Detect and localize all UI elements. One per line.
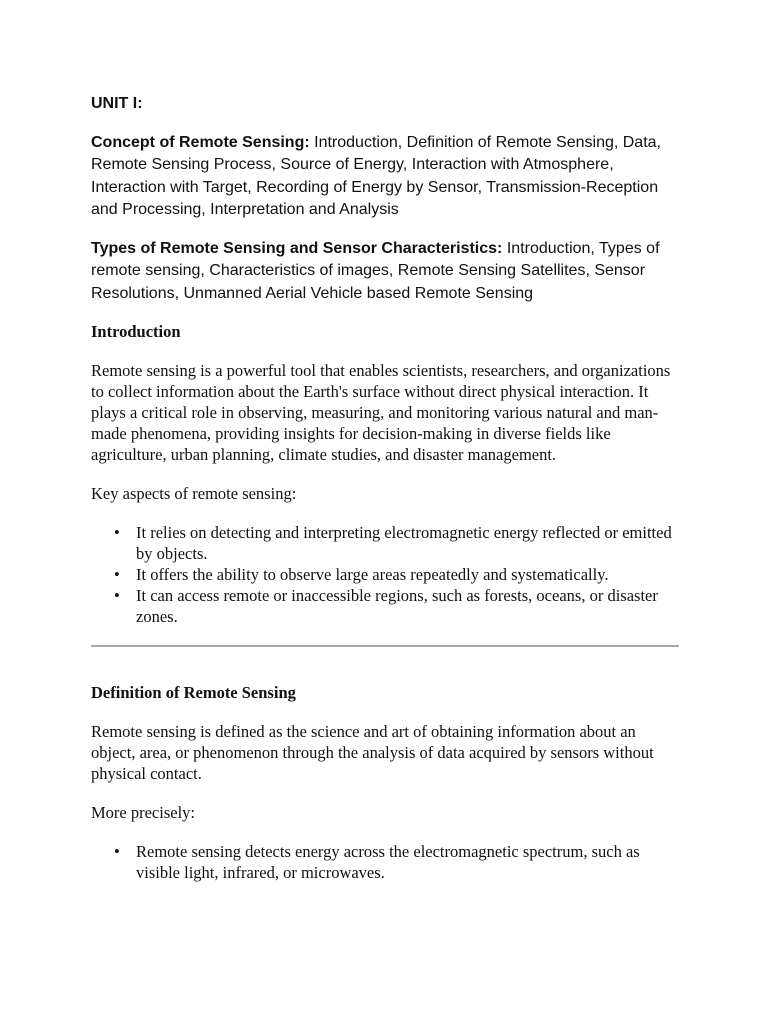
list-item-text: It can access remote or inaccessible regions, such as forests, oceans, or disaster zones. bbox=[136, 586, 658, 626]
section-divider bbox=[91, 645, 679, 647]
bullet-icon: • bbox=[114, 523, 120, 542]
introduction-heading: Introduction bbox=[91, 322, 181, 341]
topic-types-heading: Types of Remote Sensing and Sensor Characteristics: bbox=[91, 239, 503, 257]
list-item-text: Remote sensing detects energy across the electromagnetic spectrum, such as visible light, infrared, or microwaves. bbox=[136, 842, 640, 882]
list-item-text: It relies on detecting and interpreting electromagnetic energy reflected or emitted by objects. bbox=[136, 523, 672, 563]
topic-concept bbox=[91, 132, 681, 222]
list-item bbox=[114, 585, 681, 627]
list-item bbox=[114, 564, 681, 585]
topic-concept-heading: Concept of Remote Sensing: bbox=[91, 133, 310, 151]
unit-title: UNIT I: bbox=[91, 95, 143, 112]
introduction-paragraph: Remote sensing is a powerful tool that enables scientists, researchers, and organizations to collect information about the Earth's surface without direct physical interaction. It plays a critical role in observing, measuring, and monitoring various natural and man-made phenomena, providing insights for decision-making in diverse fields like agriculture, urban planning, climate studies, and disaster management. bbox=[91, 361, 671, 464]
definition-paragraph: Remote sensing is defined as the science and art of obtaining information about an object, area, or phenomenon through the analysis of data acquired by sensors without physical contact. bbox=[91, 722, 654, 783]
bullet-icon: • bbox=[114, 842, 120, 861]
document-page bbox=[91, 93, 681, 883]
definition-heading: Definition of Remote Sensing bbox=[91, 683, 296, 702]
bullet-icon: • bbox=[114, 586, 120, 605]
bullet-icon: • bbox=[114, 565, 120, 584]
list-item-text: It offers the ability to observe large areas repeatedly and systematically. bbox=[136, 565, 609, 584]
introduction-lead: Key aspects of remote sensing: bbox=[91, 484, 297, 503]
topic-types bbox=[91, 238, 681, 306]
introduction-bullet-list bbox=[91, 522, 681, 627]
definition-lead: More precisely: bbox=[91, 803, 196, 822]
topic-concept-text: Introduction, Definition of Remote Sensing, Data, Remote Sensing Process, Source of Energy, Interaction with Atmosphere, Interaction with Target, Recording of Energy by Sensor, Transmission-Reception and Processing, Interpretation and Analysis bbox=[91, 133, 661, 218]
topic-types-text: Introduction, Types of remote sensing, Characteristics of images, Remote Sensing Satellites, Sensor Resolutions, Unmanned Aerial Vehicle based Remote Sensing bbox=[91, 239, 660, 302]
list-item bbox=[114, 841, 681, 883]
definition-bullet-list bbox=[91, 841, 681, 883]
list-item bbox=[114, 522, 681, 564]
